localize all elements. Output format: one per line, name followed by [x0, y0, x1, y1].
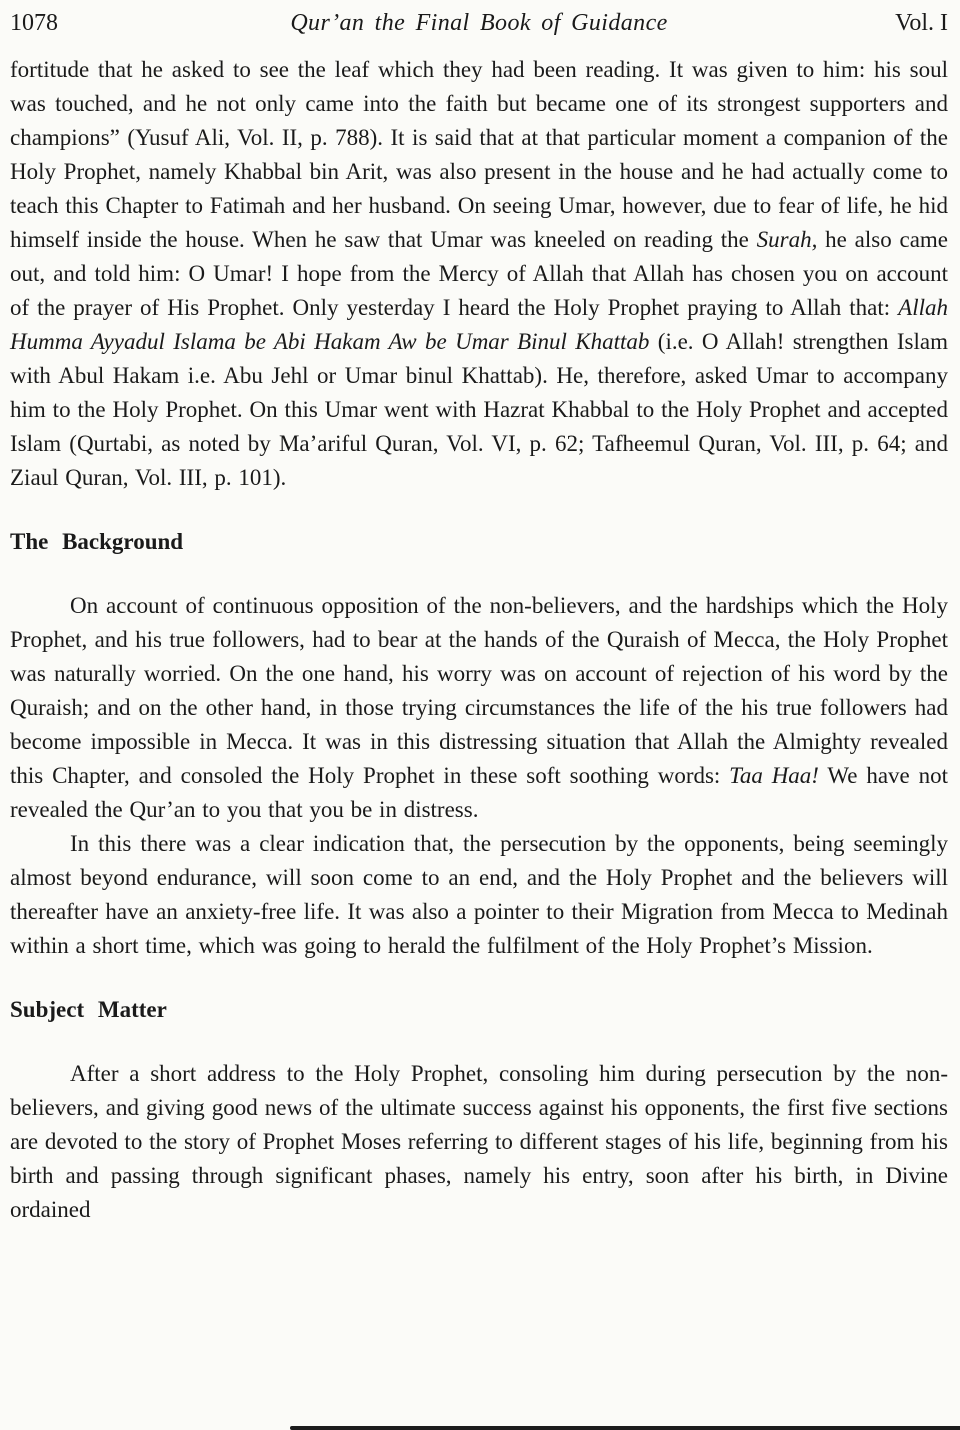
section-heading-subject-matter: Subject Matter	[10, 997, 167, 1022]
paragraph-continuation: fortitude that he asked to see the leaf which they had been reading. It was given to him: his soul was touched, and he not only came into the faith but became one of its strongest supporters and champions” (Yusuf Ali, Vol. II, p. 788). It is said that at that particular moment a companion of the Holy Prophet, namely Khabbal bin Arit, was also present in the house and he had actually come to teach this Chapter to Fatimah and her husband. On seeing Umar, however, due to fear of life, he hid himself inside the house. When he saw that Umar was kneeled on reading the Surah, he also came out, and told him: O Umar! I hope from the Mercy of Allah that Allah has chosen you on account of the prayer of His Prophet. Only yesterday I heard the Holy Prophet praying to Allah that: Allah Humma Ayyadul Islama be Abi Hakam Aw be Umar Binul Khattab (i.e. O Allah! strengthen Islam with Abul Hakam i.e. Abu Jehl or Umar binul Khattab). He, therefore, asked Umar to accompany him to the Holy Prophet. On this Umar went with Hazrat Khabbal to the Holy Prophet and accepted Islam (Qurtabi, as noted by Ma’ariful Quran, Vol. VI, p. 62; Tafheemul Quran, Vol. III, p. 64; and Ziaul Quran, Vol. III, p. 101).	[10, 57, 948, 490]
page-body	[10, 53, 948, 1227]
scan-edge-artifact	[290, 1426, 960, 1430]
page-header	[10, 10, 948, 37]
page-number: 1078	[10, 10, 58, 36]
running-title: Qur’an the Final Book of Guidance	[290, 10, 668, 36]
paragraph-background-1: On account of continuous opposition of the non-believers, and the hardships which the Holy Prophet, and his true followers, had to bear at the hands of the Quraish of Mecca, the Holy Prophet was naturally worried. On the one hand, his worry was on account of rejection of his word by the Quraish; and on the other hand, in those trying circumstances the life of the his true followers had become impossible in Mecca. It was in this distressing situation that Allah the Almighty revealed this Chapter, and consoled the Holy Prophet in these soft soothing words: Taa Haa! We have not revealed the Qur’an to you that you be in distress.	[10, 593, 948, 822]
paragraph-background-2: In this there was a clear indication that, the persecution by the opponents, being seemingly almost beyond endurance, will soon come to an end, and the Holy Prophet and the believers will thereafter have an anxiety-free life. It was also a pointer to their Migration from Mecca to Medinah within a short time, which was going to herald the fulfilment of the Holy Prophet’s Mission.	[10, 831, 948, 958]
volume-label: Vol. I	[895, 10, 948, 36]
paragraph-subject-matter: After a short address to the Holy Prophet, consoling him during persecution by the non-believers, and giving good news of the ultimate success against his opponents, the first five sections are devoted to the story of Prophet Moses referring to different stages of his life, beginning from his birth and passing through significant phases, namely his entry, soon after his birth, in Divine ordained	[10, 1061, 948, 1222]
section-heading-background: The Background	[10, 529, 184, 554]
